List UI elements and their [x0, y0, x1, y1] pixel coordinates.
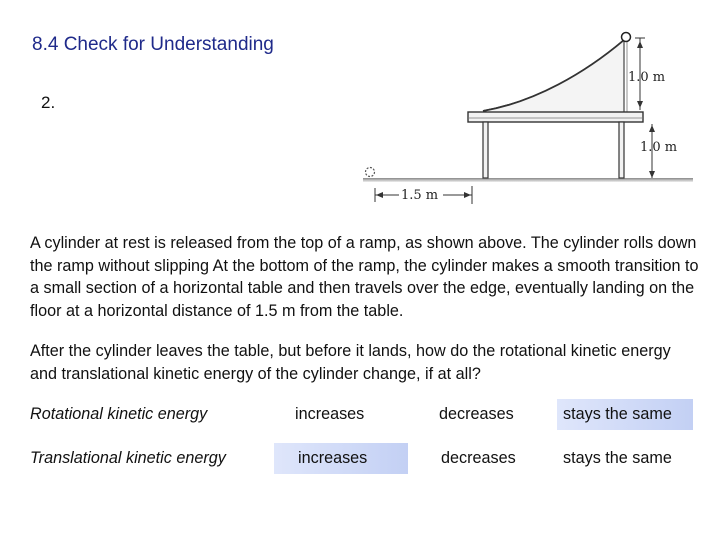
ramp-fill — [483, 40, 624, 113]
question-paragraph-setup: A cylinder at rest is released from the top of a ramp, as shown above. The cylinder rolls down the ramp without slipping At the bottom of the ramp, the cylinder makes a smooth transition to a small section of a horizontal table and then travels over the edge, eventually landing on the floor at a horizontal distance of 1.5 m from the table. — [30, 234, 699, 320]
rotational-option-decreases[interactable]: decreases — [439, 405, 514, 423]
distance-label: 1.5 m — [401, 188, 439, 203]
row-label-rotational: Rotational kinetic energy — [30, 405, 208, 423]
table-top — [468, 112, 643, 122]
translational-option-stays-the-same[interactable]: stays the same — [563, 449, 672, 467]
slide-title: 8.4 Check for Understanding — [32, 34, 274, 55]
ramp-height-label: 1.0 m — [628, 70, 666, 85]
table-height-label: 1.0 m — [640, 140, 678, 155]
rotational-option-stays-the-same[interactable]: stays the same — [557, 399, 693, 430]
floor — [363, 178, 693, 182]
cylinder-landed — [366, 168, 375, 177]
ramp-table-diagram — [355, 28, 700, 212]
row-label-translational: Translational kinetic energy — [30, 449, 226, 467]
rotational-option-increases[interactable]: increases — [295, 405, 365, 423]
cylinder-top — [622, 33, 631, 42]
question-number: 2. — [41, 93, 56, 112]
translational-option-decreases[interactable]: decreases — [441, 449, 516, 467]
table-leg-right — [619, 122, 624, 178]
question-paragraph-prompt: After the cylinder leaves the table, but before it lands, how do the rotational kinetic energy and translational kinetic energy of the cylinder change, if at all? — [30, 342, 671, 383]
translational-option-increases[interactable]: increases — [274, 443, 408, 474]
table-leg-left — [483, 122, 488, 178]
